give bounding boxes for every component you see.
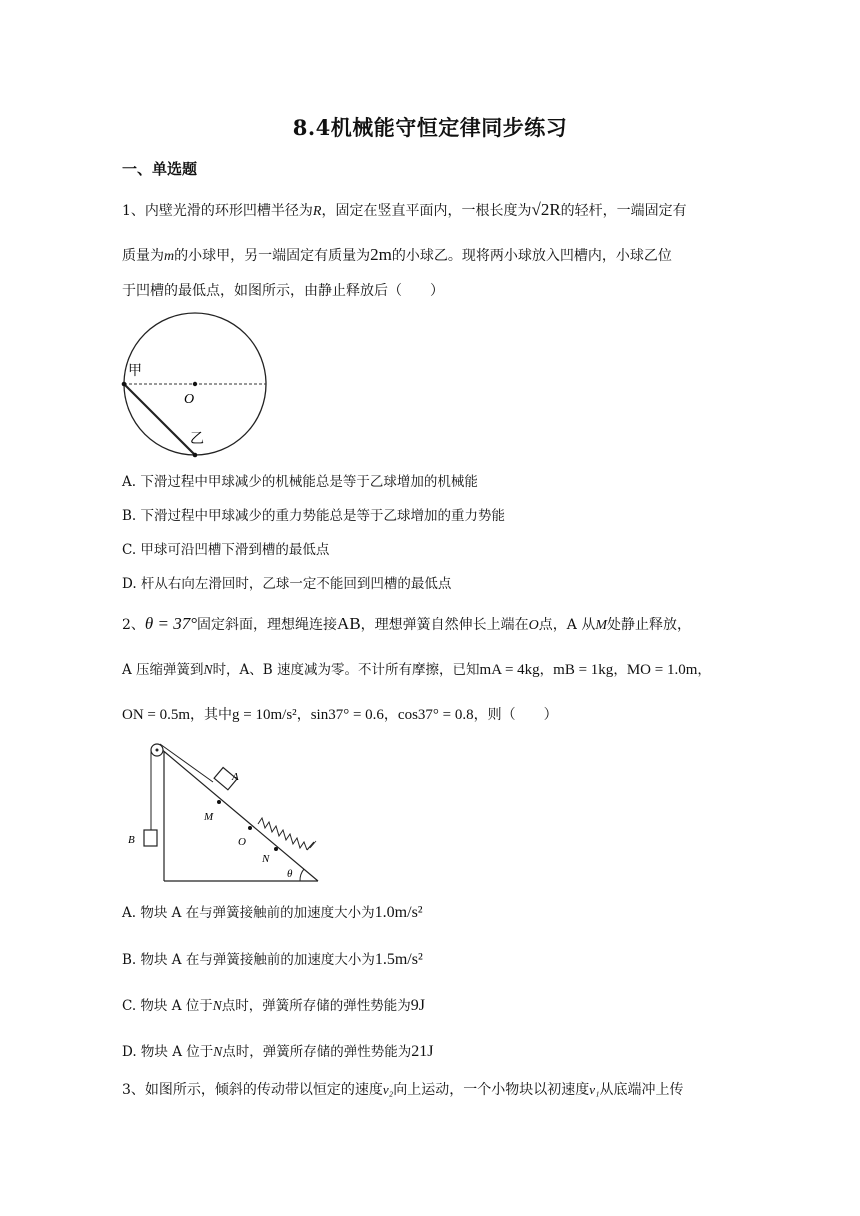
q3-var-v1: v₁	[589, 1082, 600, 1097]
q2-option-c-text: 点时，弹簧所存储的弹性势能为	[221, 998, 411, 1014]
q3-var-v2: v₂	[382, 1082, 394, 1097]
q2-option-c-value: 9J	[410, 997, 426, 1014]
q2-option-d-text: D. 物块 A 位于	[122, 1044, 214, 1060]
q2-on-expr: ON = 0.5m	[122, 707, 191, 723]
label-a: A	[232, 771, 239, 783]
q1-figure-ring	[116, 312, 276, 462]
q2-option-d-var: N	[213, 1044, 223, 1059]
q3-text: 3、如图所示，倾斜的传动带以恒定的速度	[122, 1082, 383, 1098]
q2-text: ，	[383, 707, 398, 723]
q2-option-b	[122, 950, 423, 970]
q3-text: 向上运动，一个小物块以初速度	[393, 1082, 590, 1098]
label-o: O	[238, 836, 246, 848]
q2-text: ，则（ ）	[473, 707, 558, 723]
ball-yi	[193, 453, 198, 458]
q2-line-3	[122, 705, 558, 725]
q1-line-1	[122, 200, 687, 222]
label-jia: 甲	[128, 363, 142, 379]
q2-mb-expr: mB = 1kg	[553, 662, 614, 678]
q1-text: 1、内壁光滑的环形凹槽半径为	[122, 203, 313, 219]
label-b: B	[128, 834, 135, 846]
q2-var-n: N	[203, 662, 213, 677]
q1-option-b: B. 下滑过程中甲球减少的重力势能总是等于乙球增加的重力势能	[122, 508, 506, 524]
q2-option-c-text: C. 物块 A 位于	[122, 998, 213, 1014]
point-m	[217, 800, 221, 804]
q2-option-b-value: 1.5m/s²	[374, 951, 423, 968]
q1-line-3: 于凹槽的最低点，如图所示，由静止释放后（ ）	[122, 283, 444, 299]
page-title: 8.4机械能守恒定律同步练习	[292, 115, 568, 140]
label-o: O	[184, 392, 195, 407]
q1-text: 的小球乙。现将两小球放入凹槽内，小球乙位	[391, 248, 672, 264]
q2-text: 处静止释放，	[607, 617, 692, 633]
point-n	[274, 847, 278, 851]
q2-text: ，其中	[190, 707, 233, 723]
q2-text: ，	[539, 662, 554, 678]
q2-option-d-text: 点时，弹簧所存储的弹性势能为	[222, 1044, 412, 1060]
q2-text: 时，A、B 速度减为零。不计所有摩擦，已知	[212, 662, 480, 678]
angle-arc	[300, 869, 304, 881]
q2-g-expr: g = 10m/s²	[232, 707, 297, 723]
q2-cos-expr: cos37° = 0.8	[397, 707, 474, 723]
ball-jia	[122, 382, 127, 387]
q1-option-c: C. 甲球可沿凹槽下滑到槽的最低点	[122, 542, 330, 558]
q2-option-b-text: B. 物块 A 在与弹簧接触前的加速度大小为	[122, 952, 375, 968]
q2-option-a-text: A. 物块 A 在与弹簧接触前的加速度大小为	[122, 905, 375, 921]
q2-var-o: O	[528, 618, 539, 633]
q2-option-a	[122, 903, 423, 923]
spring-mount	[307, 842, 314, 850]
q2-option-d	[122, 1042, 434, 1062]
q3-text: 从底端冲上传	[599, 1082, 684, 1098]
q1-option-d: D. 杆从右向左滑回时，乙球一定不能回到凹槽的最低点	[122, 576, 452, 592]
point-o	[248, 826, 252, 830]
rope-incline	[160, 744, 213, 782]
q2-text: ，理想弹簧自然伸长上端在	[360, 617, 529, 633]
spring	[258, 818, 307, 850]
center-point	[193, 382, 197, 386]
q2-figure-incline	[122, 738, 327, 888]
q2-ab-expr: AB	[337, 614, 361, 633]
spring-mount-hatch	[310, 841, 316, 848]
q1-line-2	[122, 245, 672, 267]
q2-text: ，	[296, 707, 311, 723]
q1-option-a: A. 下滑过程中甲球减少的机械能总是等于乙球增加的机械能	[122, 474, 478, 490]
q2-line-2	[122, 660, 711, 680]
q1-text: 质量为	[122, 248, 164, 264]
q2-text: A 压缩弹簧到	[122, 662, 204, 678]
incline-surface	[160, 748, 318, 881]
q2-text: ，	[613, 662, 627, 678]
pulley-axle	[156, 749, 159, 752]
label-n: N	[262, 853, 270, 865]
q2-var-m: M	[595, 618, 608, 633]
q2-option-c-var: N	[212, 998, 222, 1013]
q1-text: ，固定在竖直平面内，一根长度为	[321, 203, 532, 219]
q2-theta-expr: θ = 37°	[144, 614, 198, 633]
q2-text: 点，A 从	[538, 617, 596, 633]
q1-text: 的轻杆，一端固定有	[560, 203, 687, 219]
q2-option-a-value: 1.0m/s²	[374, 904, 423, 921]
q2-line-1	[122, 614, 691, 636]
section-heading: 一、单选题	[122, 160, 198, 178]
q2-text: 固定斜面，理想绳连接	[197, 617, 338, 633]
q1-text: 的小球甲，另一端固定有质量为	[174, 248, 371, 264]
q1-var-r: R	[312, 204, 322, 219]
q2-text: ，	[697, 662, 711, 678]
q2-ma-expr: mA = 4kg	[479, 662, 540, 678]
label-yi: 乙	[190, 431, 204, 447]
q3-line-1	[122, 1080, 684, 1100]
block-b	[144, 830, 157, 846]
q2-sin-expr: sin37° = 0.6	[310, 707, 384, 723]
label-m: M	[204, 811, 214, 823]
q1-length-expr: √2R	[531, 200, 561, 219]
q2-mo-expr: MO = 1.0m	[626, 662, 698, 678]
q2-option-d-value: 21J	[411, 1043, 434, 1060]
q2-option-c	[122, 996, 425, 1016]
q1-mass-expr: 2m	[370, 245, 392, 264]
q1-var-m: m	[164, 249, 175, 264]
label-theta: θ	[287, 868, 293, 880]
q2-text: 2、	[122, 617, 145, 633]
